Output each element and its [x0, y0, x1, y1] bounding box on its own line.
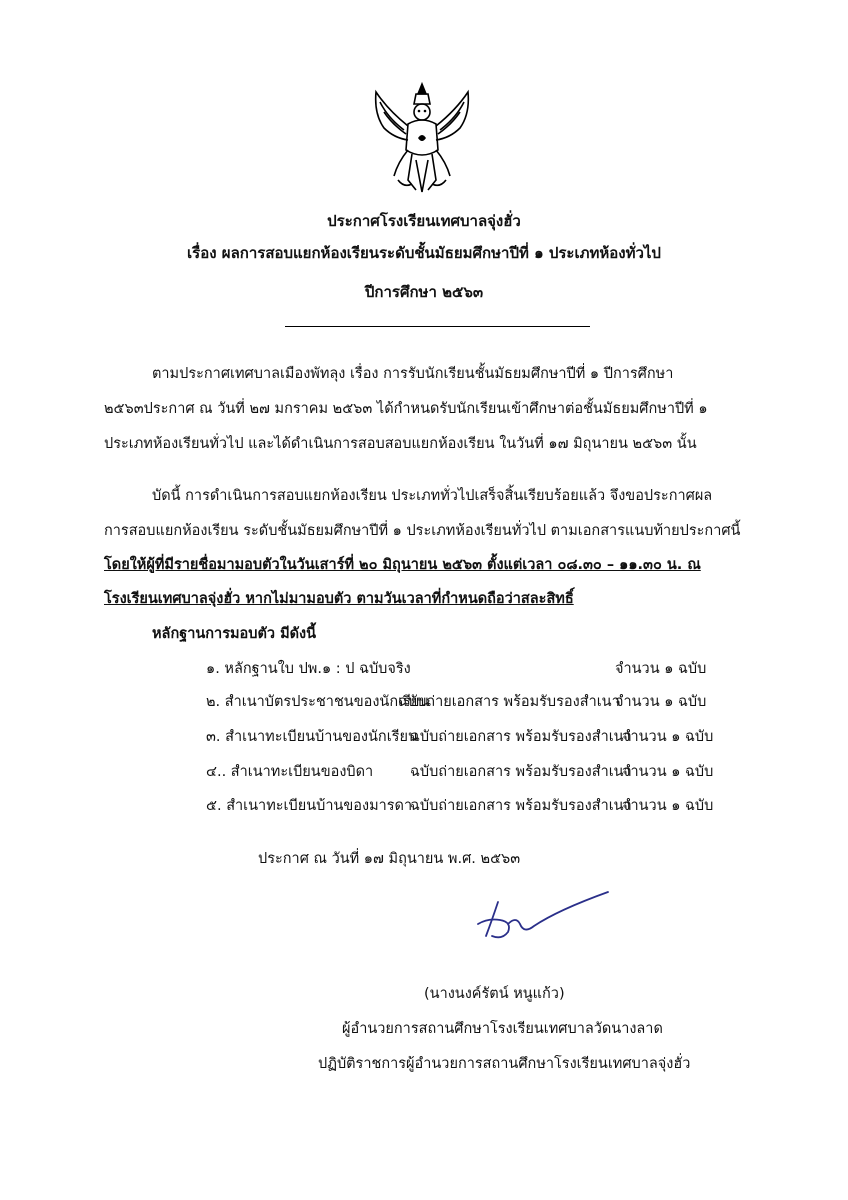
evidence-item-note: ฉบับถ่ายเอกสาร พร้อมรับรองสำเนา — [410, 729, 632, 745]
reporting-date-line: โดยให้ผู้ที่มีรายชื่อมามอบตัวในวันเสาร์ที่ ๒๐ มิถุนายน ๒๕๖๓ ตั้งแต่เวลา ๐๘.๓๐ – ๑๑.๓๐ น. ณ — [104, 557, 701, 573]
announcement-date: ประกาศ ณ วันที่ ๑๗ มิถุนายน พ.ศ. ๒๕๖๓ — [258, 851, 521, 867]
evidence-item-qty: จำนวน ๑ ฉบับ — [622, 729, 714, 745]
title-divider — [285, 326, 590, 327]
announcement-title: ประกาศโรงเรียนเทศบาลจุ่งฮั่ว — [327, 212, 521, 230]
para1-line3: ประเภทห้องเรียนทั่วไป และได้ดำเนินการสอบสอบแยกห้องเรียน ในวันที่ ๑๗ มิถุนายน ๒๕๖๓ นั้น — [104, 436, 697, 452]
evidence-item-name: ๑. หลักฐานใบ ปพ.๑ : ป ฉบับจริง — [206, 661, 411, 677]
announcement-subject: เรื่อง ผลการสอบแยกห้องเรียนระดับชั้นมัธยมศึกษาปีที่ ๑ ประเภทห้องทั่วไป — [187, 244, 661, 262]
reporting-location-line: โรงเรียนเทศบาลจุ่งฮั่ว หากไม่มามอบตัว ตามวันเวลาที่กำหนดถือว่าสละสิทธิ์ — [104, 591, 574, 607]
evidence-item-qty: จำนวน ๑ ฉบับ — [622, 764, 714, 780]
evidence-item-qty: จำนวน ๑ ฉบับ — [622, 798, 714, 814]
evidence-item-name: ๓. สำเนาทะเบียนบ้านของนักเรียน — [206, 729, 418, 745]
academic-year: ปีการศึกษา ๒๕๖๓ — [364, 283, 484, 301]
signer-position: ผู้อำนวยการสถานศึกษาโรงเรียนเทศบาลวัดนางลาด — [342, 1021, 663, 1037]
signer-acting-position: ปฏิบัติราชการผู้อำนวยการสถานศึกษาโรงเรียนเทศบาลจุ่งฮั่ว — [318, 1056, 691, 1072]
para1-line1: ตามประกาศเทศบาลเมืองพัทลุง เรื่อง การรับนักเรียนชั้นมัธยมศึกษาปีที่ ๑ ปีการศึกษา — [152, 366, 674, 382]
evidence-item-name: ๒. สำเนาบัตรประชาชนของนักเรียน — [206, 694, 430, 710]
evidence-item-note: ฉบับถ่ายเอกสาร พร้อมรับรองสำเนา — [410, 764, 632, 780]
signature-icon — [468, 880, 618, 950]
para1-line2: ๒๕๖๓ประกาศ ณ วันที่ ๒๗ มกราคม ๒๕๖๓ ได้กำหนดรับนักเรียนเข้าศึกษาต่อชั้นมัธยมศึกษาปีที่ ๑ — [104, 401, 708, 417]
evidence-item-qty: จำนวน ๑ ฉบับ — [615, 661, 707, 677]
evidence-item-name: ๔.. สำเนาทะเบียนของบิดา — [206, 764, 374, 780]
para2-line1: บัดนี้ การดำเนินการสอบแยกห้องเรียน ประเภททั่วไปเสร็จสิ้นเรียบร้อยแล้ว จึงขอประกาศผล — [152, 488, 713, 504]
garuda-emblem-icon — [368, 80, 476, 200]
evidence-item-note: ฉบับถ่ายเอกสาร พร้อมรับรองสำเนา — [410, 798, 632, 814]
evidence-item-qty: จำนวน ๑ ฉบับ — [615, 694, 707, 710]
evidence-item-note: ฉบับถ่ายเอกสาร พร้อมรับรองสำเนา — [398, 694, 620, 710]
evidence-item-name: ๕. สำเนาทะเบียนบ้านของมารดา — [206, 798, 413, 814]
para2-line2: การสอบแยกห้องเรียน ระดับชั้นมัธยมศึกษาปีที่ ๑ ประเภทห้องเรียนทั่วไป ตามเอกสารแนบท้ายประกาศนี้ — [104, 523, 741, 539]
signer-name: (นางนงค์รัตน์ หนูแก้ว) — [424, 986, 565, 1002]
evidence-heading: หลักฐานการมอบตัว มีดังนี้ — [152, 626, 317, 642]
